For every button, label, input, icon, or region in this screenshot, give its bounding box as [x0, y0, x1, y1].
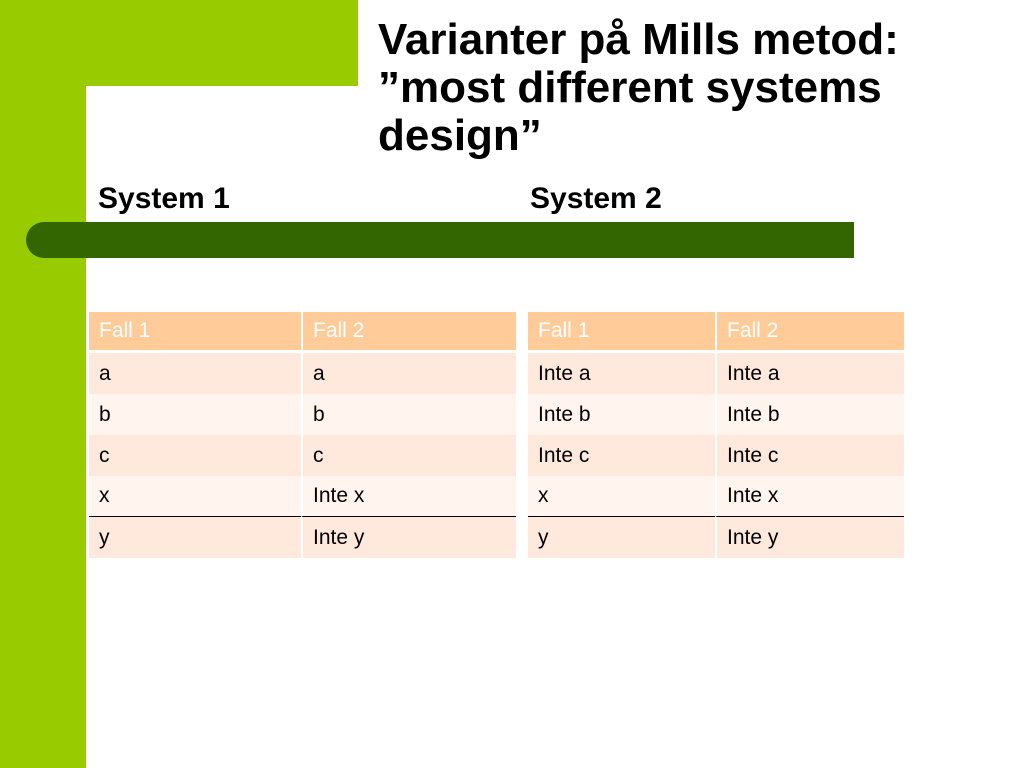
- table-cell: Inte c: [528, 435, 715, 476]
- table-cell: c: [89, 435, 301, 476]
- table-cell: Inte a: [715, 353, 904, 394]
- header-cell-fall-2: Fall 2: [715, 312, 904, 353]
- table-cell: Inte a: [528, 353, 715, 394]
- title-line-1: Varianter på Mills metod:: [378, 15, 899, 64]
- system-2-heading: System 2: [530, 182, 662, 215]
- rounded-corner: [86, 86, 146, 146]
- title-line-3: design”: [378, 111, 542, 160]
- table-cell: Inte x: [715, 476, 904, 517]
- header-cell-fall-2: Fall 2: [301, 312, 516, 353]
- table-cell: a: [89, 353, 301, 394]
- table-cell: Inte y: [301, 517, 516, 558]
- table-cell: Inte x: [301, 476, 516, 517]
- table-row: [89, 353, 516, 394]
- table-row: [89, 394, 516, 435]
- divider-bar: [26, 222, 854, 258]
- table-header-row: [528, 312, 904, 353]
- table-cell: x: [528, 476, 715, 517]
- table-cell: Inte c: [715, 435, 904, 476]
- system-2-table: [528, 312, 904, 558]
- table-row: [89, 517, 516, 558]
- system-1-table: [89, 312, 516, 558]
- table-row: [528, 517, 904, 558]
- table-cell: y: [89, 517, 301, 558]
- table-cell: b: [89, 394, 301, 435]
- table-cell: b: [301, 394, 516, 435]
- header-cell-fall-1: Fall 1: [528, 312, 715, 353]
- table-cell: Inte y: [715, 517, 904, 558]
- table-cell: c: [301, 435, 516, 476]
- header-cell-fall-1: Fall 1: [89, 312, 301, 353]
- system-1-heading: System 1: [98, 182, 230, 215]
- table-row: [89, 476, 516, 517]
- table-cell: a: [301, 353, 516, 394]
- table-row: [89, 435, 516, 476]
- table-cell: y: [528, 517, 715, 558]
- green-accent-left: [0, 0, 86, 768]
- table-cell: x: [89, 476, 301, 517]
- table-cell: Inte b: [715, 394, 904, 435]
- table-cell: Inte b: [528, 394, 715, 435]
- table-header-row: [89, 312, 516, 353]
- table-row: [528, 353, 904, 394]
- title-line-2: ”most different systems: [378, 63, 882, 112]
- table-row: [528, 476, 904, 517]
- slide-title: [378, 16, 998, 160]
- table-row: [528, 394, 904, 435]
- table-row: [528, 435, 904, 476]
